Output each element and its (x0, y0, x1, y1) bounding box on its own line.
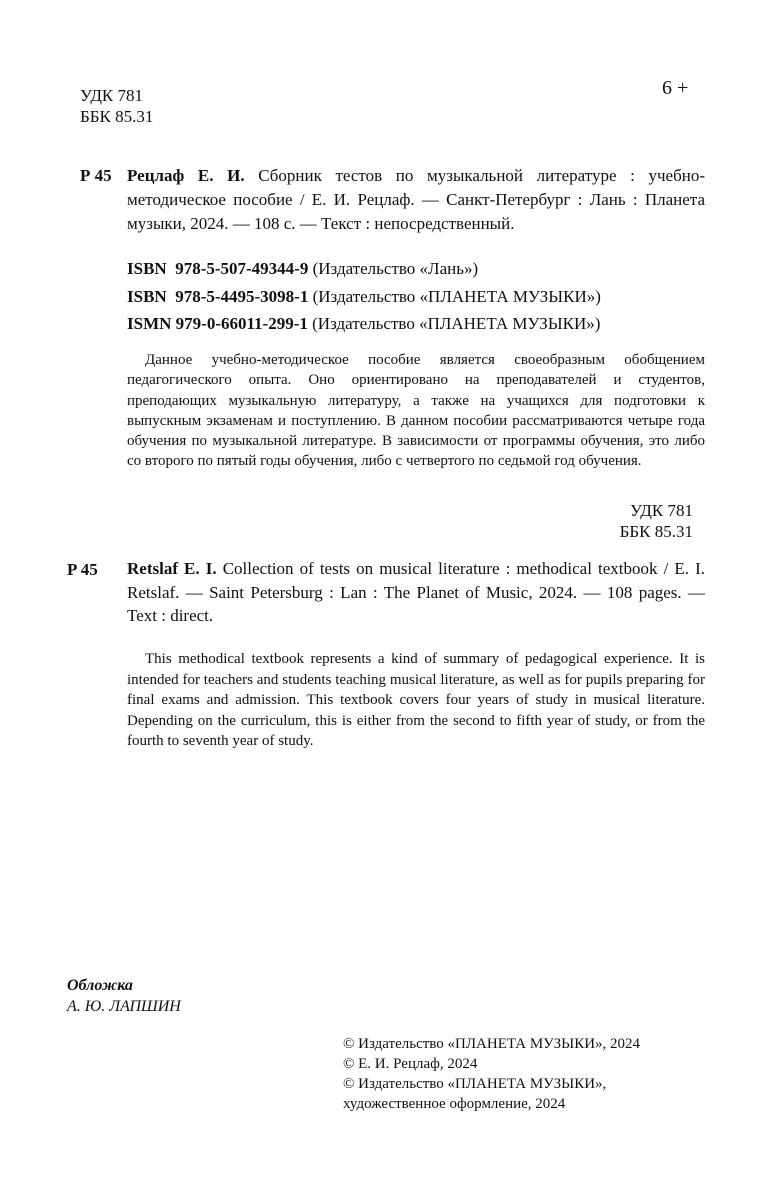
ismn-label: ISMN (127, 314, 172, 333)
copyright-line: © Издательство «ПЛАНЕТА МУЗЫКИ», (343, 1076, 607, 1092)
classification-right (560, 500, 693, 542)
bbk-code: ББК 85.31 (80, 107, 154, 126)
age-rating: 6 + (662, 77, 689, 99)
ismn-publisher: (Издательство «ПЛАНЕТА МУЗЫКИ») (312, 314, 601, 333)
copyright-line: художественное оформление, 2024 (343, 1096, 566, 1112)
author-code-en: P 45 (67, 560, 98, 579)
ismn-row (127, 310, 601, 338)
cover-label: Обложка (67, 977, 133, 994)
isbn-number: 978-5-4495-3098-1 (175, 286, 309, 306)
author-name-en: Retslaf E. I. (127, 559, 217, 578)
udk-code: УДК 781 (80, 86, 144, 105)
cover-credit (67, 975, 181, 1017)
bibliographic-description-en: Collection of tests on musical literature : methodical textbook / E. I. Retslaf. — Saint Petersburg : Lan : The Planet of Music, 2024. — 108 pages. — Text : direct. (127, 559, 705, 625)
bibliographic-record-ru (127, 164, 705, 236)
classification-top (80, 85, 153, 127)
annotation-en: This methodical textbook represents a kind of summary of pedagogical experience. It is intended for teachers and students teaching musical literature, as well as for pupils preparing for final exams and admission. This textbook covers four years of study in musical literature. Depending on the curriculum, this is either from the second to fifth year of study, or from the fourth to seventh year of study. (127, 651, 705, 749)
bibliographic-description-ru: Сборник тестов по музыкальной литературе : учебно-методическое пособие / Е. И. Рецлаф. — Санкт-Петербург : Лань : Планета музыки, 2024. — 108 с. — Текст : непосредственный. (127, 166, 705, 233)
author-code-ru: Р 45 (80, 166, 112, 185)
isbn-list (127, 255, 601, 338)
author-name-ru: Рецлаф Е. И. (127, 166, 245, 185)
isbn-publisher: (Издательство «Лань») (312, 259, 479, 278)
ismn-number: 979-0-66011-299-1 (175, 314, 308, 333)
copyright-block (343, 1034, 640, 1114)
udk-code: УДК 781 (629, 501, 693, 520)
isbn-label: ISBN (127, 286, 167, 306)
cover-artist: А. Ю. ЛАПШИН (67, 998, 181, 1015)
annotation-ru: Данное учебно-методическое пособие является своеобразным обобщением педагогического опыта. Оно ориентировано на преподавателей и студентов, преподающих музыкальную литературу, а также на учащихся для подготовки к выпускным экзаменам и поступлению. В данном пособии рассматриваются четыре года обучения по музыкальной литературе. В зависимости от программы обучения, это либо со второго по пятый годы обучения, либо с четвертого по седьмой год обучения. (127, 352, 705, 470)
isbn-row (127, 255, 601, 283)
bbk-code: ББК 85.31 (619, 522, 693, 541)
isbn-row (127, 283, 601, 311)
copyright-line: © Издательство «ПЛАНЕТА МУЗЫКИ», 2024 (343, 1036, 641, 1052)
isbn-number: 978-5-507-49344-9 (175, 259, 309, 278)
bibliographic-record-en (127, 557, 705, 628)
isbn-publisher: (Издательство «ПЛАНЕТА МУЗЫКИ») (312, 286, 601, 306)
copyright-line: © Е. И. Рецлаф, 2024 (343, 1056, 478, 1072)
isbn-label: ISBN (127, 259, 167, 278)
